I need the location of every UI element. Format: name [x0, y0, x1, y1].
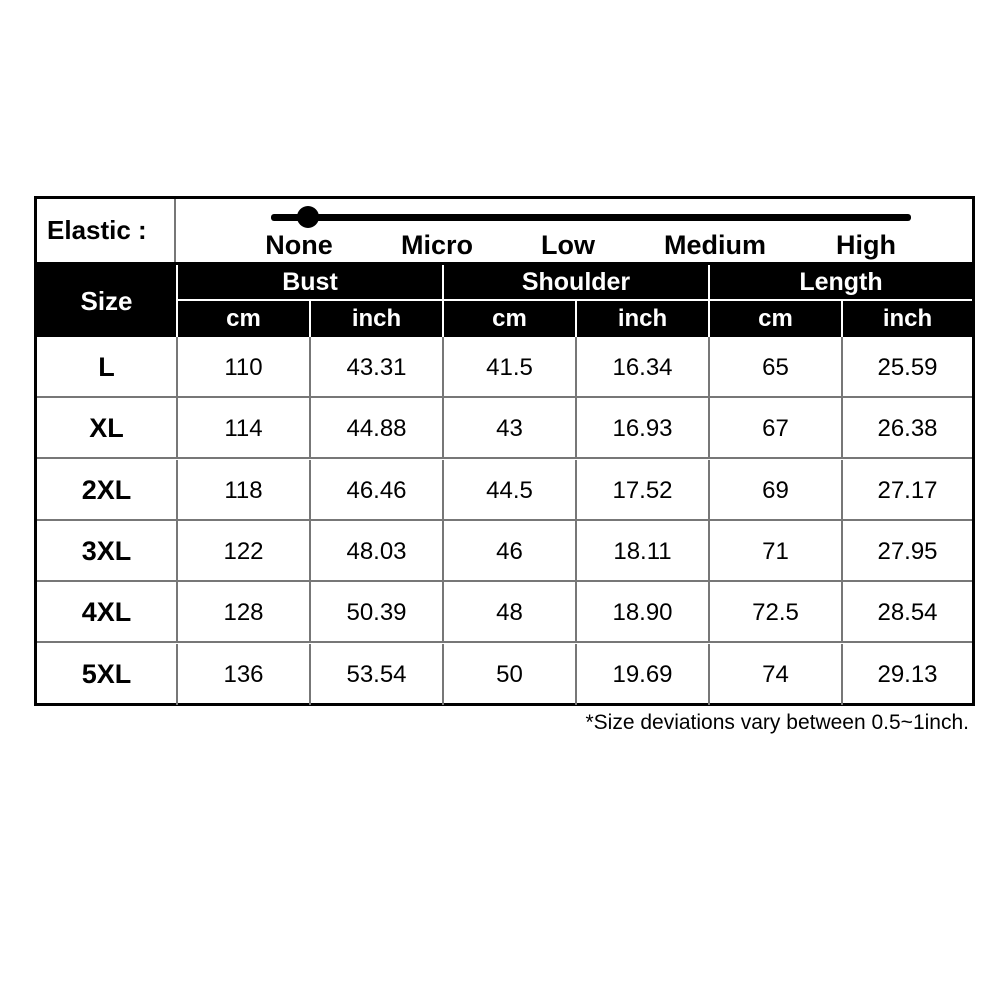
unit-header: inch	[882, 305, 933, 332]
bust-group-header: Bust	[282, 268, 338, 296]
size-cell: 5XL	[37, 644, 178, 705]
size-cell: 2XL	[37, 460, 178, 521]
elastic-level-low: Low	[541, 230, 595, 260]
measurement-cell: 65	[710, 337, 843, 398]
measurement-cell: 46	[444, 521, 577, 582]
size-deviation-note: *Size deviations vary between 0.5~1inch.	[585, 711, 969, 734]
elastic-scale-line	[271, 214, 911, 221]
measurement-cell: 29.13	[877, 661, 938, 688]
measurement-cell: 43.31	[311, 337, 444, 398]
measurement-cell: 114	[178, 398, 311, 459]
measurement-cell: 27.17	[877, 477, 938, 504]
measurement-cell: 44.5	[444, 460, 577, 521]
elastic-level-none: None	[265, 230, 333, 260]
measurement-cell: 128	[178, 582, 311, 643]
unit-header: cm	[758, 305, 793, 332]
measurement-cell: 18.90	[577, 582, 710, 643]
table-row	[37, 337, 972, 398]
measurement-cell: 27.95	[877, 538, 938, 565]
unit-header: cm	[226, 305, 261, 332]
measurement-cell: 48.03	[311, 521, 444, 582]
shoulder-group-header: Shoulder	[521, 268, 631, 296]
table-row	[37, 521, 972, 582]
measurement-cell: 19.69	[577, 644, 710, 705]
size-cell: 3XL	[37, 521, 178, 582]
elastic-level-high: High	[836, 230, 896, 260]
elastic-level-micro: Micro	[400, 230, 474, 260]
measurement-cell: 71	[710, 521, 843, 582]
measurement-cell: 26.38	[877, 415, 938, 442]
measurement-cell: 50	[444, 644, 577, 705]
measurement-cell: 17.52	[577, 460, 710, 521]
measurement-cell: 16.93	[577, 398, 710, 459]
measurement-cell: 122	[178, 521, 311, 582]
table-row	[37, 460, 972, 521]
size-column-header: Size	[80, 286, 133, 316]
measurement-cell: 46.46	[311, 460, 444, 521]
size-cell: 4XL	[37, 582, 178, 643]
measurement-cell: 50.39	[311, 582, 444, 643]
elastic-level-medium: Medium	[663, 230, 767, 260]
measurement-cell: 69	[710, 460, 843, 521]
unit-header: cm	[492, 305, 527, 332]
elastic-row	[37, 199, 972, 265]
table-row	[37, 582, 972, 643]
measurement-cell: 48	[444, 582, 577, 643]
measurement-cell: 74	[710, 644, 843, 705]
size-cell: L	[37, 337, 178, 398]
measurement-cell: 136	[178, 644, 311, 705]
table-header	[37, 265, 972, 337]
length-group-header: Length	[799, 268, 883, 296]
measurement-cell: 28.54	[877, 599, 938, 626]
elastic-label: Elastic :	[37, 199, 176, 262]
measurement-cell: 43	[444, 398, 577, 459]
elastic-scale-marker	[297, 206, 319, 228]
measurement-cell: 118	[178, 460, 311, 521]
measurement-cell: 110	[178, 337, 311, 398]
size-cell: XL	[37, 398, 178, 459]
measurement-cell: 25.59	[877, 354, 938, 381]
unit-header: inch	[617, 305, 668, 332]
measurement-cell: 18.11	[577, 521, 710, 582]
table-row	[37, 644, 972, 705]
measurement-cell: 16.34	[577, 337, 710, 398]
measurement-cell: 67	[710, 398, 843, 459]
size-chart	[34, 196, 975, 706]
table-row	[37, 398, 972, 459]
measurement-cell: 44.88	[311, 398, 444, 459]
measurement-cell: 72.5	[710, 582, 843, 643]
measurement-cell: 41.5	[444, 337, 577, 398]
measurement-cell: 53.54	[311, 644, 444, 705]
unit-header: inch	[351, 305, 402, 332]
